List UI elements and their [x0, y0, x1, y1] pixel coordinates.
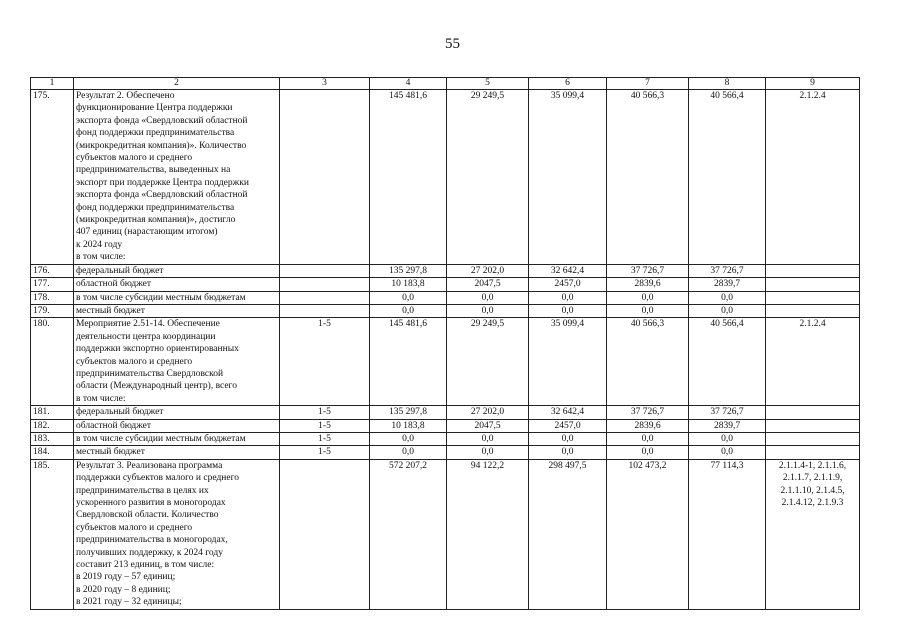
- cell-c7: 40 566,3: [607, 318, 689, 406]
- cell-c3: 1-5: [280, 446, 370, 459]
- table-row: [31, 90, 860, 265]
- header-cell: 7: [607, 78, 689, 90]
- cell-c6: 32 642,4: [529, 264, 607, 277]
- cell-c6: 35 099,4: [529, 90, 607, 265]
- cell-c3: 1-5: [280, 419, 370, 432]
- header-cell: 5: [447, 78, 529, 90]
- cell-c8: 2839,7: [689, 278, 766, 291]
- cell-c6: 2457,0: [529, 419, 607, 432]
- table-row: [31, 278, 860, 291]
- cell-c4: 135 297,8: [370, 406, 447, 419]
- cell-c5: 27 202,0: [447, 264, 529, 277]
- cell-c8: 37 726,7: [689, 406, 766, 419]
- cell-c7: 0,0: [607, 432, 689, 445]
- cell-c6: 32 642,4: [529, 406, 607, 419]
- table-header-row: [31, 78, 860, 90]
- cell-c3: 1-5: [280, 318, 370, 406]
- cell-c5: 0,0: [447, 291, 529, 304]
- header-cell: 3: [280, 78, 370, 90]
- cell-c2: местный бюджет: [74, 304, 280, 317]
- cell-c9: [766, 304, 860, 317]
- cell-c9: [766, 406, 860, 419]
- cell-c3: [280, 304, 370, 317]
- cell-c2: местный бюджет: [74, 446, 280, 459]
- cell-c1: 177.: [31, 278, 74, 291]
- cell-c1: 182.: [31, 419, 74, 432]
- cell-c8: 40 566,4: [689, 318, 766, 406]
- cell-c5: 2047,5: [447, 419, 529, 432]
- cell-c5: 2047,5: [447, 278, 529, 291]
- cell-c6: 0,0: [529, 291, 607, 304]
- cell-c6: 298 497,5: [529, 459, 607, 609]
- cell-c6: 0,0: [529, 304, 607, 317]
- cell-c3: [280, 459, 370, 609]
- cell-c1: 176.: [31, 264, 74, 277]
- cell-c7: 0,0: [607, 291, 689, 304]
- cell-c6: 35 099,4: [529, 318, 607, 406]
- table-row: [31, 419, 860, 432]
- page-number: 55: [445, 36, 460, 52]
- cell-c7: 0,0: [607, 304, 689, 317]
- cell-c7: 37 726,7: [607, 264, 689, 277]
- cell-c8: 77 114,3: [689, 459, 766, 609]
- cell-c2: в том числе субсидии местным бюджетам: [74, 291, 280, 304]
- cell-c8: 0,0: [689, 446, 766, 459]
- cell-c8: 0,0: [689, 304, 766, 317]
- cell-c9: 2.1.1.4-1, 2.1.1.6, 2.1.1.7, 2.1.1.9, 2.1.1.10, 2.1.4.5, 2.1.4.12, 2.1.9.3: [766, 459, 860, 609]
- cell-c4: 0,0: [370, 432, 447, 445]
- program-table: [30, 77, 860, 610]
- table-row: [31, 406, 860, 419]
- cell-c3: [280, 90, 370, 265]
- cell-c5: 27 202,0: [447, 406, 529, 419]
- cell-c5: 29 249,5: [447, 318, 529, 406]
- cell-c4: 145 481,6: [370, 90, 447, 265]
- cell-c2: в том числе субсидии местным бюджетам: [74, 432, 280, 445]
- cell-c9: [766, 291, 860, 304]
- header-cell: 6: [529, 78, 607, 90]
- header-cell: 8: [689, 78, 766, 90]
- table-row: [31, 291, 860, 304]
- cell-c3: 1-5: [280, 432, 370, 445]
- cell-c6: 0,0: [529, 432, 607, 445]
- cell-c3: [280, 264, 370, 277]
- cell-c4: 572 207,2: [370, 459, 447, 609]
- cell-c5: 0,0: [447, 304, 529, 317]
- cell-c4: 145 481,6: [370, 318, 447, 406]
- cell-c1: 185.: [31, 459, 74, 609]
- cell-c7: 2839,6: [607, 278, 689, 291]
- cell-c1: 181.: [31, 406, 74, 419]
- cell-c9: [766, 432, 860, 445]
- cell-c7: 37 726,7: [607, 406, 689, 419]
- cell-c7: 102 473,2: [607, 459, 689, 609]
- cell-c5: 94 122,2: [447, 459, 529, 609]
- cell-c3: 1-5: [280, 406, 370, 419]
- table-row: [31, 264, 860, 277]
- table-body: [31, 78, 860, 610]
- cell-c2: областной бюджет: [74, 278, 280, 291]
- cell-c4: 0,0: [370, 446, 447, 459]
- cell-c2: Результат 2. Обеспечено функционирование Центра поддержки экспорта фонда «Свердловский областной фонд поддержки предпринимательства (микрокредитная компания)». Количество субъектов малого и среднего предпринимательства, выведенных на экспорт при поддержке Центра поддержки экспорта фонда «Свердловский областной фонд поддержки предпринимательства (микрокредитная компания)», достигло 407 единиц (нарастающим итогом) к 2024 году в том числе:: [74, 90, 280, 265]
- cell-c2: федеральный бюджет: [74, 406, 280, 419]
- cell-c8: 37 726,7: [689, 264, 766, 277]
- header-cell: 9: [766, 78, 860, 90]
- table-row: [31, 459, 860, 609]
- cell-c6: 2457,0: [529, 278, 607, 291]
- cell-c9: [766, 419, 860, 432]
- cell-c2: областной бюджет: [74, 419, 280, 432]
- cell-c4: 10 183,8: [370, 278, 447, 291]
- cell-c1: 184.: [31, 446, 74, 459]
- cell-c2: Мероприятие 2.51-14. Обеспечение деятельности центра координации поддержки экспортно ориентированных субъектов малого и среднего предпринимательства Свердловской области (Международный центр), всего в том числе:: [74, 318, 280, 406]
- cell-c5: 29 249,5: [447, 90, 529, 265]
- cell-c8: 0,0: [689, 291, 766, 304]
- cell-c8: 40 566,4: [689, 90, 766, 265]
- header-cell: 1: [31, 78, 74, 90]
- cell-c7: 2839,6: [607, 419, 689, 432]
- cell-c9: [766, 264, 860, 277]
- cell-c1: 183.: [31, 432, 74, 445]
- table-row: [31, 446, 860, 459]
- cell-c6: 0,0: [529, 446, 607, 459]
- cell-c2: федеральный бюджет: [74, 264, 280, 277]
- cell-c9: [766, 278, 860, 291]
- cell-c7: 0,0: [607, 446, 689, 459]
- cell-c5: 0,0: [447, 446, 529, 459]
- cell-c3: [280, 291, 370, 304]
- cell-c2: Результат 3. Реализована программа поддержки субъектов малого и среднего предпринимательства в целях их ускоренного развития в моногородах Свердловской области. Количество субъектов малого и среднего предпринимательства в моногородах, получивших поддержку, к 2024 году составит 213 единиц, в том числе: в 2019 году – 57 единиц; в 2020 году – 8 единиц; в 2021 году – 32 единицы;: [74, 459, 280, 609]
- cell-c7: 40 566,3: [607, 90, 689, 265]
- cell-c9: 2.1.2.4: [766, 90, 860, 265]
- cell-c5: 0,0: [447, 432, 529, 445]
- header-cell: 2: [74, 78, 280, 90]
- cell-c1: 180.: [31, 318, 74, 406]
- header-cell: 4: [370, 78, 447, 90]
- cell-c1: 175.: [31, 90, 74, 265]
- cell-c4: 0,0: [370, 304, 447, 317]
- table-row: [31, 304, 860, 317]
- cell-c8: 2839,7: [689, 419, 766, 432]
- cell-c4: 10 183,8: [370, 419, 447, 432]
- cell-c4: 135 297,8: [370, 264, 447, 277]
- cell-c1: 178.: [31, 291, 74, 304]
- cell-c3: [280, 278, 370, 291]
- cell-c8: 0,0: [689, 432, 766, 445]
- cell-c1: 179.: [31, 304, 74, 317]
- table-row: [31, 318, 860, 406]
- cell-c9: 2.1.2.4: [766, 318, 860, 406]
- cell-c4: 0,0: [370, 291, 447, 304]
- table-row: [31, 432, 860, 445]
- cell-c9: [766, 446, 860, 459]
